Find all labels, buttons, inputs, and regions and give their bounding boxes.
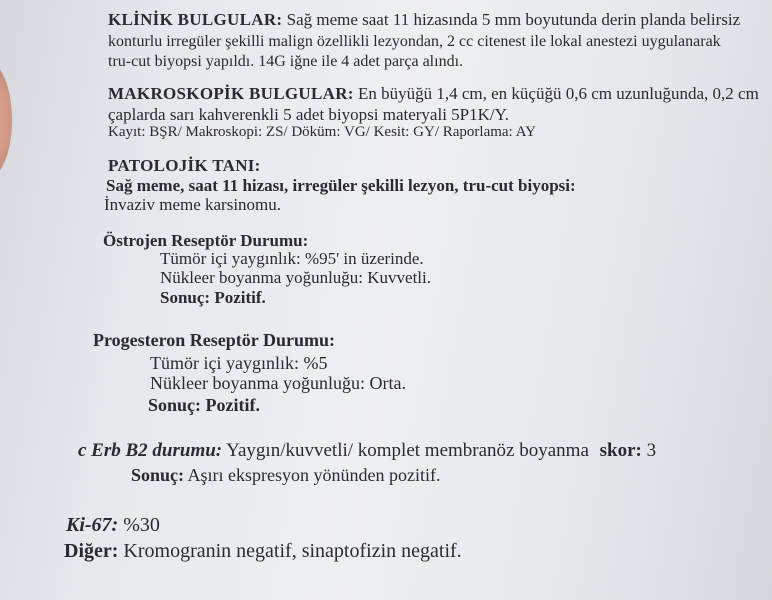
ostrojen-text-1: Tümör içi yaygınlık: %95' in üzerinde. <box>160 249 424 268</box>
cerb-sonuc-line <box>131 465 441 486</box>
diger-label: Diğer: <box>64 540 119 562</box>
patoloji-heading: PATOLOJİK TANI: <box>108 156 261 175</box>
ki67-label: Ki-67: <box>66 514 119 536</box>
klinik-text-1: Sağ meme saat 11 hizasında 5 mm boyutunda derin planda belirsiz <box>286 10 741 29</box>
ki67-value: %30 <box>123 514 160 536</box>
cerb-line <box>78 440 656 462</box>
progesteron-text-2: Nükleer boyanma yoğunluğu: Orta. <box>150 373 406 393</box>
klinik-heading: KLİNİK BULGULAR: <box>108 10 283 29</box>
cerb-skor-label: skor: <box>599 440 642 461</box>
makro-text-1: En büyüğü 1,4 cm, en küçüğü 0,6 cm uzunluğunda, 0,2 cm <box>357 84 759 103</box>
diger-text: Kromogranin negatif, sinaptofizin negatif. <box>123 540 462 562</box>
makro-line-1 <box>108 84 759 104</box>
makro-heading: MAKROSKOPİK BULGULAR: <box>108 84 354 103</box>
ostrojen-sonuc: Sonuç: Pozitif. <box>160 288 266 307</box>
ostrojen-text-2: Nükleer boyanma yoğunluğu: Kuvvetli. <box>160 268 432 287</box>
cerb-sonuc-text: Aşırı ekspresyon yönünden pozitif. <box>187 465 441 485</box>
ostrojen-heading: Östrojen Reseptör Durumu: <box>103 231 309 250</box>
patoloji-text-1: Sağ meme, saat 11 hizası, irregüler şekilli lezyon, tru-cut biyopsi: <box>106 176 576 195</box>
makro-text-2: çaplarda sarı kahverenkli 5 adet biyopsi materyali 5P1K/Y. <box>108 105 509 124</box>
klinik-line-1 <box>108 10 740 30</box>
progesteron-text-1: Tümör içi yaygınlık: %5 <box>150 353 328 373</box>
klinik-text-2: konturlu irregüler şekilli malign özellikli lezyondan, 2 cc citenest ile lokal anestezi uygulanarak <box>108 33 721 50</box>
ki67-line <box>66 514 160 537</box>
klinik-text-3: tru-cut biyopsi yapıldı. 14G iğne ile 4 adet parça alındı. <box>108 53 464 70</box>
cerb-label: c Erb B2 durumu: <box>78 440 223 461</box>
progesteron-heading: Progesteron Reseptör Durumu: <box>93 330 335 350</box>
diger-line <box>64 540 462 563</box>
cerb-sonuc-label: Sonuç: <box>131 465 185 485</box>
cerb-skor-value: 3 <box>646 440 657 461</box>
makro-text-3: Kayıt: BŞR/ Makroskopi: ZS/ Döküm: VG/ Kesit: GY/ Raporlama: AY <box>108 124 536 140</box>
patoloji-text-2: İnvaziv meme karsinomu. <box>104 195 282 214</box>
progesteron-sonuc: Sonuç: Pozitif. <box>148 395 260 415</box>
cerb-text: Yaygın/kuvvetli/ komplet membranöz boyanma <box>226 440 589 461</box>
